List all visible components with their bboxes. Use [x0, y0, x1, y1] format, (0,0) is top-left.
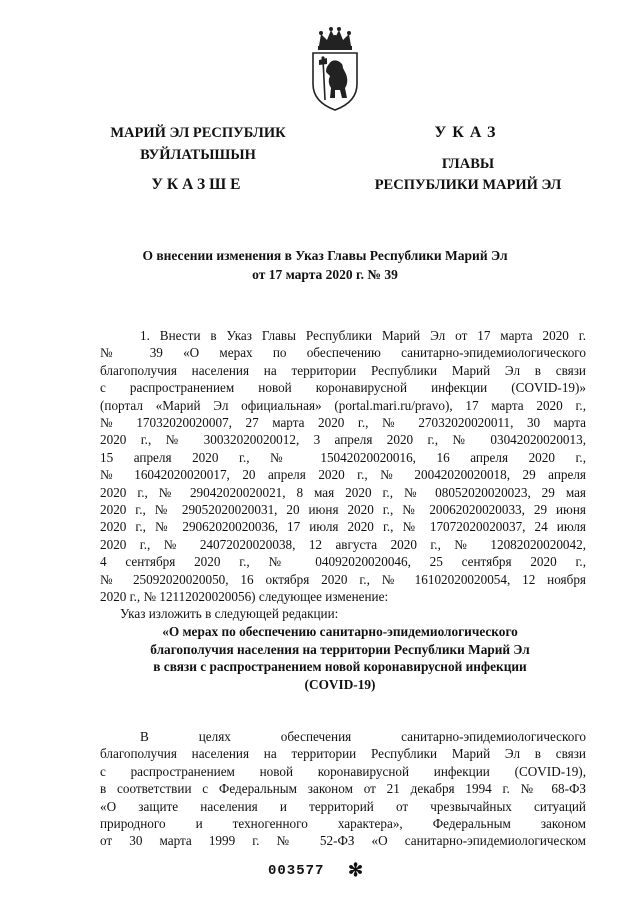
text-line: (портал «Марий Эл официальная» (portal.mari.ru/pravo), 17 марта 2020 г.,: [100, 397, 586, 413]
text-line: 15 апреля 2020 г., № 15042020020016, 16 апреля 2020 г.,: [100, 449, 586, 465]
decree-word-mari: УКАЗШЕ: [151, 176, 245, 193]
title-line: от 17 марта 2020 г. № 39: [252, 267, 398, 282]
text-line: В целях обеспечения санитарно-эпидемиологического: [140, 729, 586, 744]
coat-of-arms-emblem: [305, 26, 365, 112]
text-line: от 30 марта 1999 г. № 52-ФЗ «О санитарно-эпидемиологическом: [100, 833, 586, 849]
serial-number: 003577: [268, 863, 325, 879]
text-line: № 25092020020050, 16 октября 2020 г., № 16102020020054, 12 ноября: [100, 571, 586, 587]
republic-name-mari: МАРИЙ ЭЛ РЕСПУБЛИК: [110, 125, 286, 141]
text-line: 2020 г., № 29042020020021, 8 мая 2020 г., № 08052020020023, 29 мая: [100, 484, 586, 500]
text-line: с распространением новой коронавирусной инфекции (COVID-19),: [100, 763, 586, 779]
subtitle-line: благополучия населения на территории Республики Марий Эл: [150, 641, 530, 657]
subtitle-line: (COVID-19): [304, 676, 376, 692]
text-line: 2020 г., № 30032020020012, 3 апреля 2020 г., № 03042020020013,: [100, 432, 586, 448]
paragraph-amendment: [100, 327, 586, 606]
text-line: с распространением новой коронавирусной инфекции (COVID-19)»: [100, 380, 586, 396]
text-line: № 16042020020017, 20 апреля 2020 г., № 20042020020018, 29 апреля: [100, 467, 586, 483]
document-title: [100, 246, 550, 284]
paragraph-preamble: [100, 728, 586, 850]
text-line: благополучия населения на территории Республики Марий Эл в связи: [100, 362, 586, 378]
head-title-russian: ГЛАВЫ: [441, 156, 495, 172]
decree-word-russian: УКАЗ: [434, 124, 502, 141]
subtitle-line: «О мерах по обеспечению санитарно-эпидемиологического: [162, 624, 518, 639]
head-title-mari: ВУЙЛАТЫШЫН: [140, 147, 256, 163]
text-line: Указ изложить в следующей редакции:: [120, 606, 339, 621]
subtitle-line: в связи с распространением новой коронавирусной инфекции: [153, 659, 527, 674]
paragraph-instruction: [120, 605, 560, 622]
text-line: в соответствии с Федеральным законом от 21 декабря 1994 г. № 68-ФЗ: [100, 781, 586, 797]
text-line: 2020 г., № 29062020020036, 17 июля 2020 г., № 17072020020037, 24 июля: [100, 519, 586, 535]
asterisk-mark: ✻: [348, 860, 364, 880]
text-line: природного и техногенного характера», Федеральным законом: [100, 816, 586, 832]
text-line: № 17032020020007, 27 марта 2020 г., № 27032020020011, 30 марта: [100, 415, 586, 431]
text-line: «О защите населения и территорий от чрезвычайных ситуаций: [100, 798, 586, 814]
text-line: благополучия населения на территории Республики Марий Эл в связи: [100, 746, 586, 762]
text-line: 1. Внести в Указ Главы Республики Марий Эл от 17 марта 2020 г.: [140, 328, 586, 343]
text-line: 2020 г., № 24072020020038, 12 августа 2020 г., № 12082020020042,: [100, 536, 586, 552]
text-line: 4 сентября 2020 г., № 04092020020046, 25 сентября 2020 г.,: [100, 554, 586, 570]
title-line: О внесении изменения в Указ Главы Республики Марий Эл: [142, 248, 508, 263]
text-line: 2020 г., № 12112020020056) следующее изменение:: [100, 589, 389, 605]
decree-subtitle: [130, 623, 550, 693]
text-line: № 39 «О мерах по обеспечению санитарно-эпидемиологического: [100, 345, 586, 361]
republic-name-russian: РЕСПУБЛИКИ МАРИЙ ЭЛ: [374, 177, 562, 193]
text-line: 2020 г., № 29052020020031, 20 июня 2020 г., № 20062020020033, 29 июня: [100, 502, 586, 518]
